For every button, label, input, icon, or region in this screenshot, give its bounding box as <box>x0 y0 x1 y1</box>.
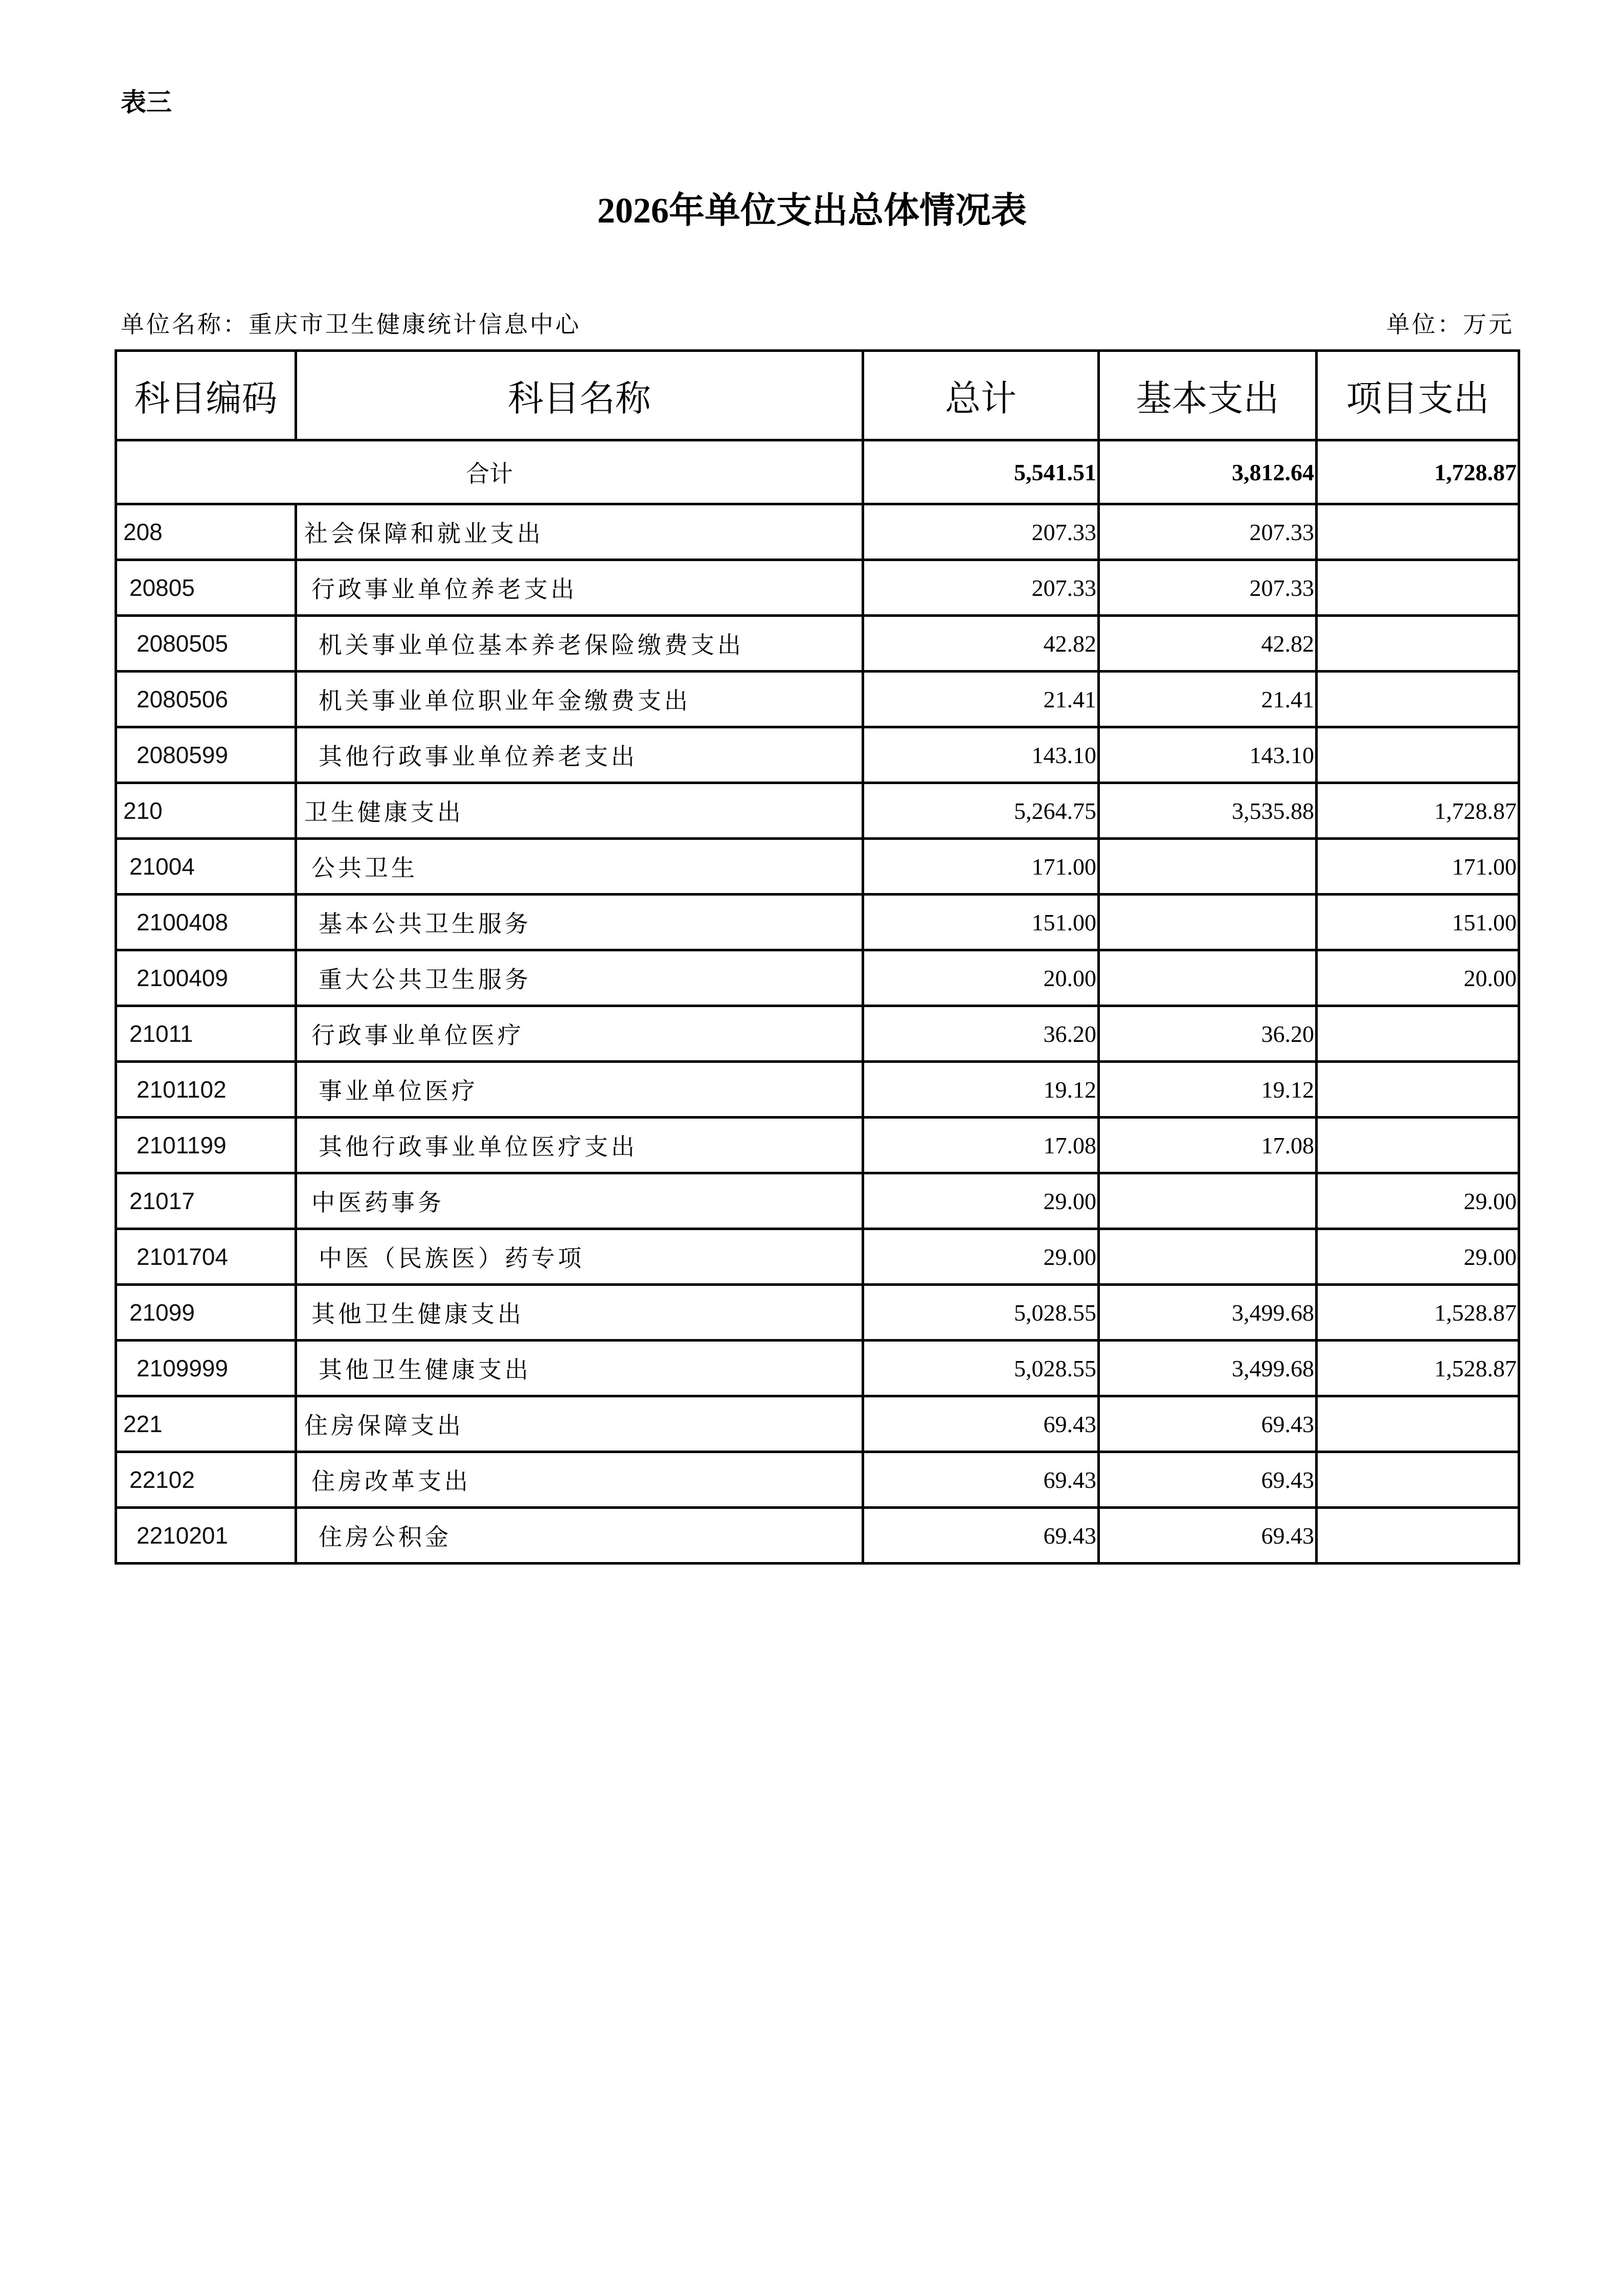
name-cell: 住房保障支出 <box>296 1396 863 1452</box>
project-cell: 151.00 <box>1317 895 1519 950</box>
code-cell: 208 <box>116 504 296 560</box>
project-cell <box>1317 672 1519 727</box>
total-cell: 69.43 <box>863 1396 1099 1452</box>
project-cell: 1,528.87 <box>1317 1341 1519 1396</box>
basic-cell: 69.43 <box>1099 1508 1317 1564</box>
code-cell: 21099 <box>116 1285 296 1341</box>
project-cell <box>1317 504 1519 560</box>
name-cell: 中医（民族医）药专项 <box>296 1229 863 1285</box>
header-project: 项目支出 <box>1317 351 1519 440</box>
total-cell: 17.08 <box>863 1118 1099 1173</box>
code-cell: 2080506 <box>116 672 296 727</box>
name-cell: 事业单位医疗 <box>296 1062 863 1118</box>
code-cell: 2100408 <box>116 895 296 950</box>
total-label: 合计 <box>116 440 863 504</box>
code-cell: 2101704 <box>116 1229 296 1285</box>
table-row <box>116 1341 1519 1396</box>
basic-cell: 143.10 <box>1099 727 1317 783</box>
total-cell: 151.00 <box>863 895 1099 950</box>
project-cell <box>1317 1452 1519 1508</box>
project-cell <box>1317 727 1519 783</box>
table-row <box>116 560 1519 616</box>
code-cell: 2109999 <box>116 1341 296 1396</box>
table-row <box>116 895 1519 950</box>
name-cell: 社会保障和就业支出 <box>296 504 863 560</box>
code-cell: 21004 <box>116 839 296 895</box>
header-basic: 基本支出 <box>1099 351 1317 440</box>
total-cell: 69.43 <box>863 1508 1099 1564</box>
name-cell: 机关事业单位职业年金缴费支出 <box>296 672 863 727</box>
basic-cell: 69.43 <box>1099 1396 1317 1452</box>
table-row <box>116 504 1519 560</box>
name-cell: 其他行政事业单位养老支出 <box>296 727 863 783</box>
header-row <box>116 351 1519 440</box>
table-row <box>116 1452 1519 1508</box>
project-cell <box>1317 1508 1519 1564</box>
code-cell: 22102 <box>116 1452 296 1508</box>
table-label: 表三 <box>121 87 172 117</box>
code-cell: 221 <box>116 1396 296 1452</box>
basic-cell: 3,499.68 <box>1099 1285 1317 1341</box>
code-cell: 2100409 <box>116 950 296 1006</box>
table-row <box>116 950 1519 1006</box>
basic-cell <box>1099 839 1317 895</box>
total-cell: 20.00 <box>863 950 1099 1006</box>
table-row <box>116 1508 1519 1564</box>
basic-cell: 207.33 <box>1099 560 1317 616</box>
total-cell: 29.00 <box>863 1173 1099 1229</box>
name-cell: 其他行政事业单位医疗支出 <box>296 1118 863 1173</box>
name-cell: 其他卫生健康支出 <box>296 1341 863 1396</box>
table-row <box>116 616 1519 672</box>
total-cell: 171.00 <box>863 839 1099 895</box>
name-cell: 公共卫生 <box>296 839 863 895</box>
basic-cell: 21.41 <box>1099 672 1317 727</box>
currency-unit: 单位：万元 <box>1386 310 1514 338</box>
name-cell: 中医药事务 <box>296 1173 863 1229</box>
basic-cell: 42.82 <box>1099 616 1317 672</box>
name-cell: 住房公积金 <box>296 1508 863 1564</box>
page-title: 2026年单位支出总体情况表 <box>597 191 1027 231</box>
code-cell: 21017 <box>116 1173 296 1229</box>
total-cell: 207.33 <box>863 504 1099 560</box>
project-cell: 1,528.87 <box>1317 1285 1519 1341</box>
total-cell: 36.20 <box>863 1006 1099 1062</box>
header-code: 科目编码 <box>116 351 296 440</box>
name-cell: 卫生健康支出 <box>296 783 863 839</box>
expenditure-table <box>115 349 1520 1565</box>
code-cell: 21011 <box>116 1006 296 1062</box>
basic-cell <box>1099 950 1317 1006</box>
total-row <box>116 440 1519 504</box>
project-cell <box>1317 1006 1519 1062</box>
total-cell: 143.10 <box>863 727 1099 783</box>
project-cell <box>1317 1396 1519 1452</box>
total-cell: 29.00 <box>863 1229 1099 1285</box>
unit-info <box>121 306 1514 340</box>
header-name: 科目名称 <box>296 351 863 440</box>
table-row <box>116 1062 1519 1118</box>
basic-cell: 3,535.88 <box>1099 783 1317 839</box>
table-row <box>116 672 1519 727</box>
name-cell: 重大公共卫生服务 <box>296 950 863 1006</box>
name-cell: 行政事业单位医疗 <box>296 1006 863 1062</box>
table-row <box>116 839 1519 895</box>
code-cell: 2101102 <box>116 1062 296 1118</box>
total-cell: 5,028.55 <box>863 1285 1099 1341</box>
table-row <box>116 1285 1519 1341</box>
table-row <box>116 727 1519 783</box>
basic-cell: 36.20 <box>1099 1006 1317 1062</box>
total-cell: 19.12 <box>863 1062 1099 1118</box>
total-cell: 21.41 <box>863 672 1099 727</box>
project-cell <box>1317 1118 1519 1173</box>
project-cell: 1,728.87 <box>1317 783 1519 839</box>
name-cell: 其他卫生健康支出 <box>296 1285 863 1341</box>
name-cell: 基本公共卫生服务 <box>296 895 863 950</box>
code-cell: 2101199 <box>116 1118 296 1173</box>
code-cell: 210 <box>116 783 296 839</box>
table-row <box>116 1396 1519 1452</box>
code-cell: 2080599 <box>116 727 296 783</box>
total-cell: 69.43 <box>863 1452 1099 1508</box>
project-cell <box>1317 1062 1519 1118</box>
basic-cell: 207.33 <box>1099 504 1317 560</box>
basic-cell: 69.43 <box>1099 1452 1317 1508</box>
unit-name: 单位名称：重庆市卫生健康统计信息中心 <box>121 310 581 338</box>
basic-cell <box>1099 1229 1317 1285</box>
name-cell: 住房改革支出 <box>296 1452 863 1508</box>
table-row <box>116 783 1519 839</box>
table-row <box>116 1006 1519 1062</box>
project-cell: 29.00 <box>1317 1173 1519 1229</box>
name-cell: 机关事业单位基本养老保险缴费支出 <box>296 616 863 672</box>
basic-cell: 19.12 <box>1099 1062 1317 1118</box>
basic-cell: 17.08 <box>1099 1118 1317 1173</box>
basic-cell <box>1099 1173 1317 1229</box>
total-cell: 207.33 <box>863 560 1099 616</box>
total-cell: 42.82 <box>863 616 1099 672</box>
basic-cell: 3,499.68 <box>1099 1341 1317 1396</box>
basic-cell <box>1099 895 1317 950</box>
name-cell: 行政事业单位养老支出 <box>296 560 863 616</box>
total-basic: 3,812.64 <box>1099 440 1317 504</box>
project-cell: 20.00 <box>1317 950 1519 1006</box>
total-sum: 5,541.51 <box>863 440 1099 504</box>
table-row <box>116 1173 1519 1229</box>
code-cell: 20805 <box>116 560 296 616</box>
code-cell: 2080505 <box>116 616 296 672</box>
project-cell <box>1317 616 1519 672</box>
project-cell <box>1317 560 1519 616</box>
total-cell: 5,264.75 <box>863 783 1099 839</box>
project-cell: 171.00 <box>1317 839 1519 895</box>
total-project: 1,728.87 <box>1317 440 1519 504</box>
header-total: 总计 <box>863 351 1099 440</box>
project-cell: 29.00 <box>1317 1229 1519 1285</box>
table-row <box>116 1118 1519 1173</box>
code-cell: 2210201 <box>116 1508 296 1564</box>
total-cell: 5,028.55 <box>863 1341 1099 1396</box>
table-row <box>116 1229 1519 1285</box>
